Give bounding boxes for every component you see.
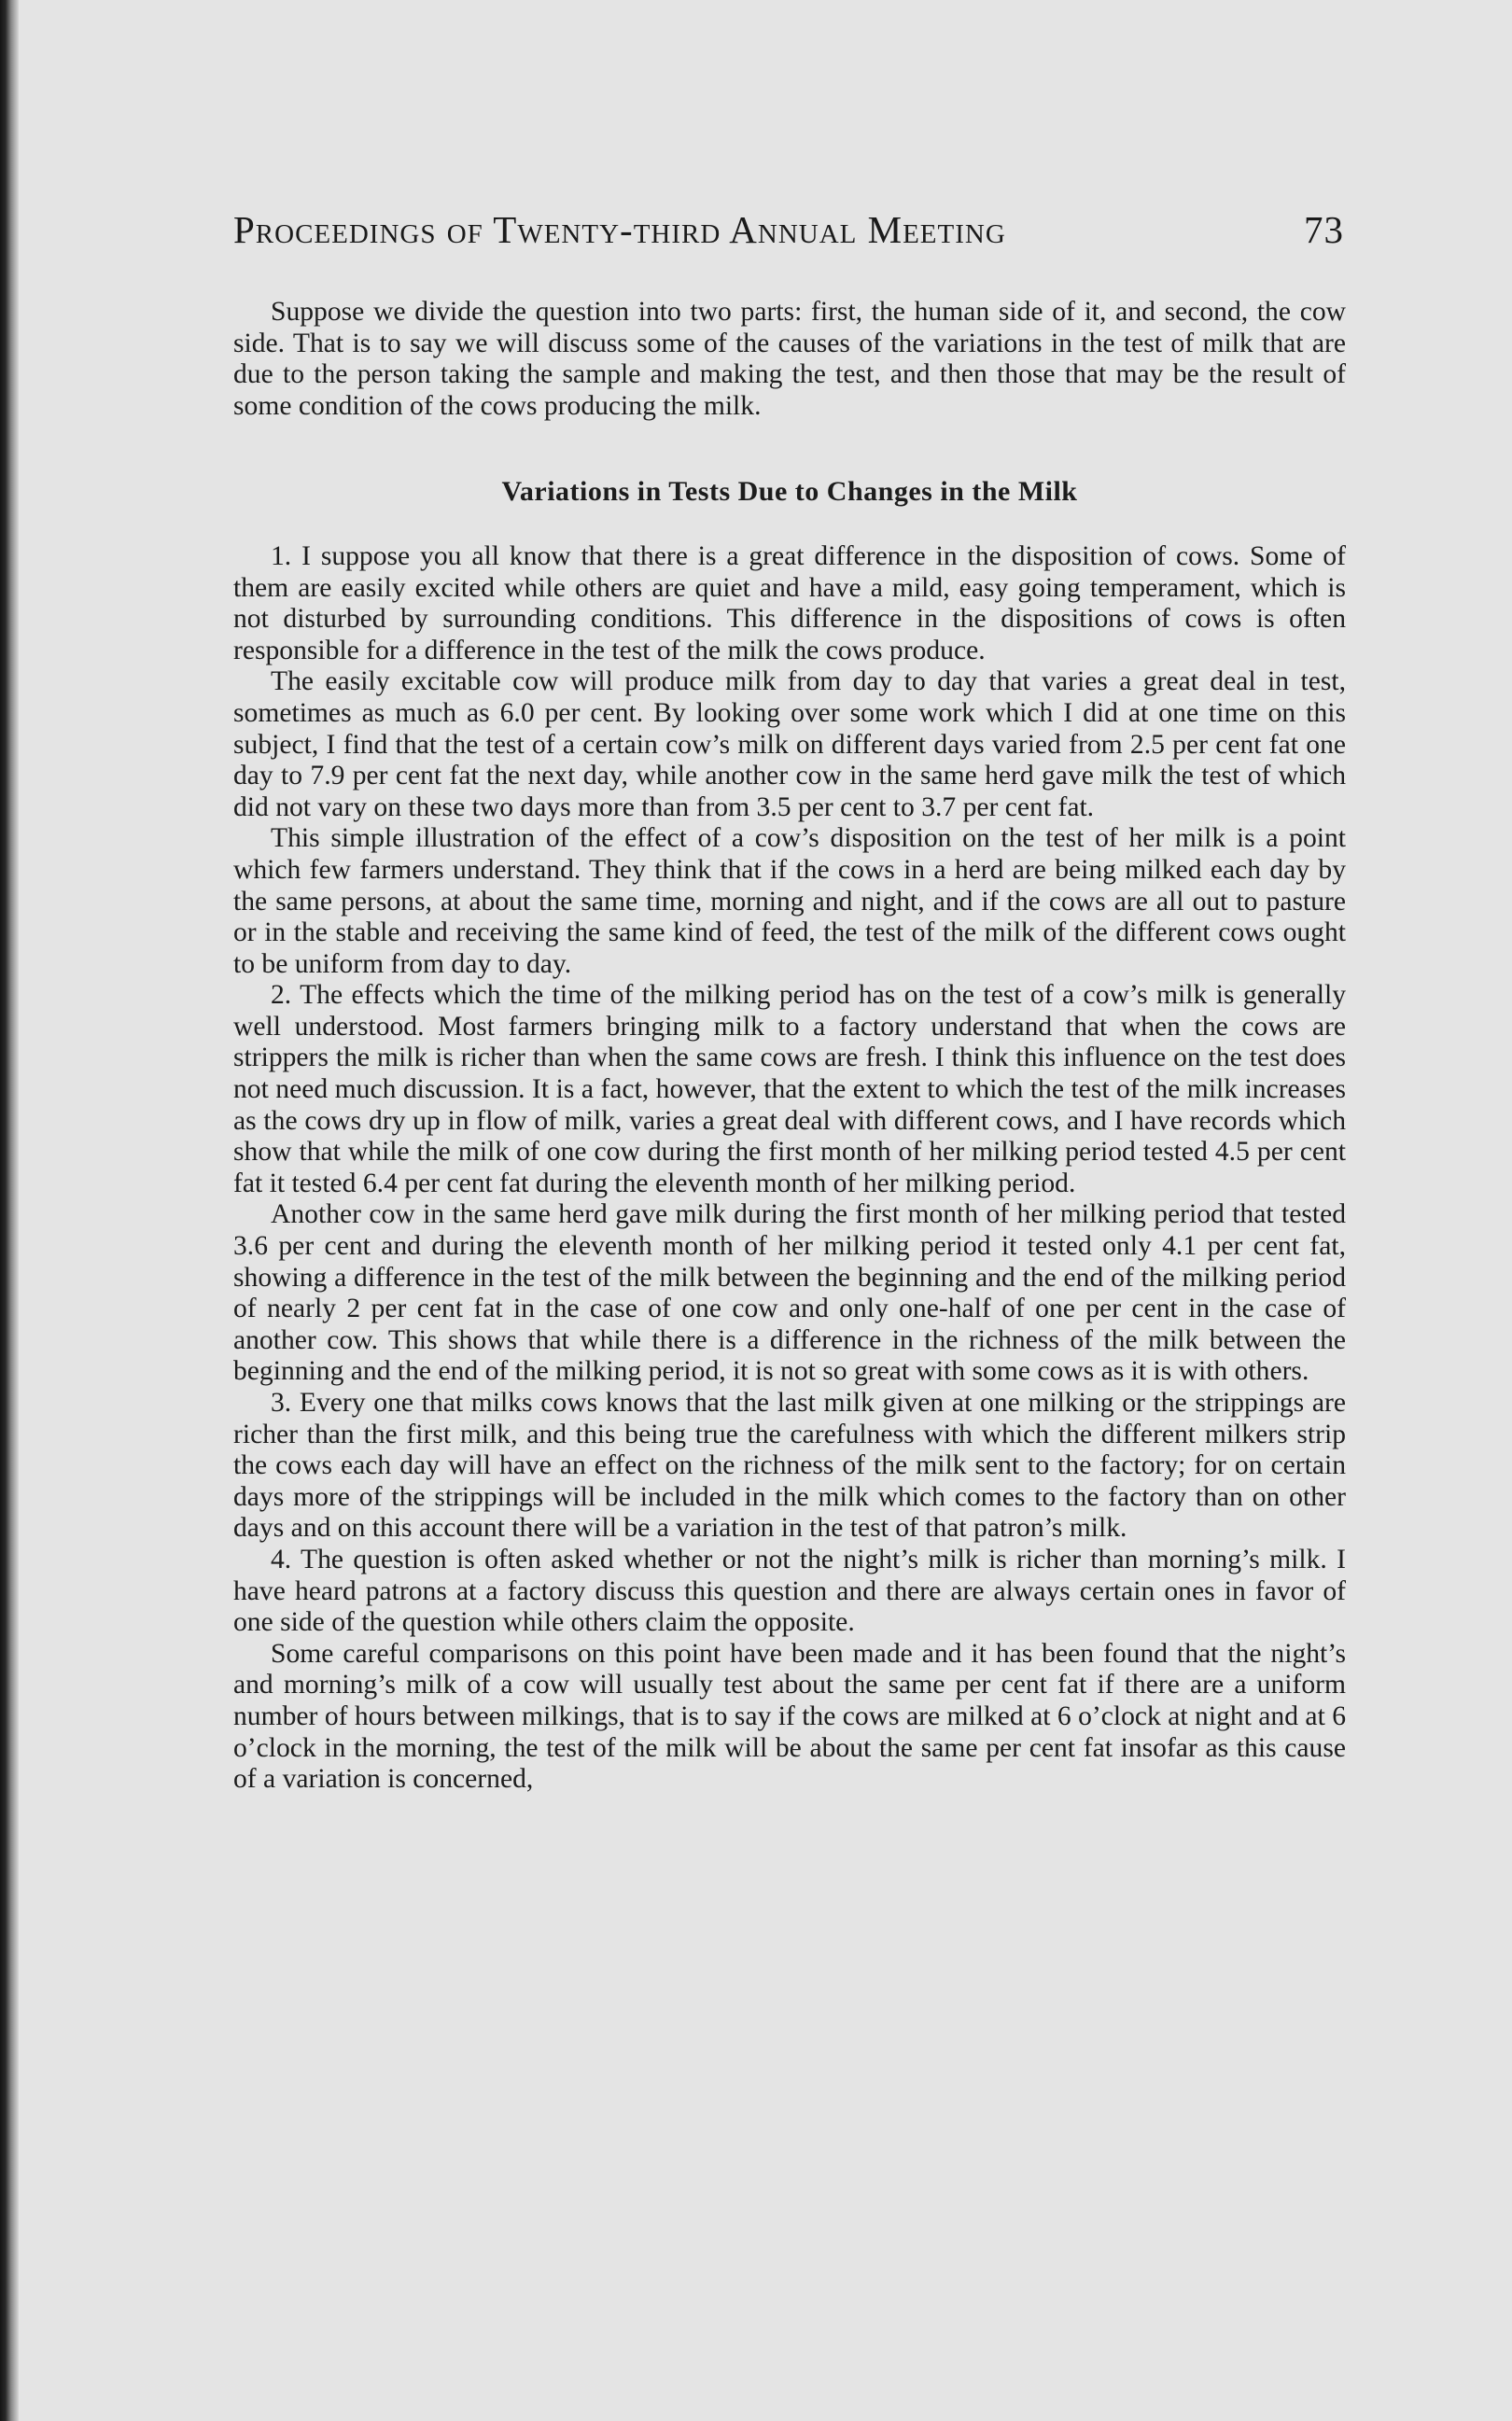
- section-heading: Variations in Tests Due to Changes in the Milk: [501, 476, 1078, 508]
- page-binding-edge: [0, 0, 19, 2421]
- paragraph-milking-period: 2. The effects which the time of the milking period has on the test of a cow’s milk is generally well understood. Most farmers bringing milk to a factory understand that when the cows are strippers the milk is richer than when the same cows are fresh. I think this influence on the test does not need much discussion. It is a fact, however, that the extent to which the test of the milk increases as the cows dry up in flow of milk, varies a great deal with different cows, and I have records which show that while the milk of one cow during the first month of her milking period tested 4.5 per cent fat it tested 6.4 per cent fat during the eleventh month of her milking period.: [233, 980, 1346, 1198]
- paragraph-strippings: 3. Every one that milks cows knows that the last milk given at one milking or the strippings are richer than the first milk, and this being true the carefulness with which the different milkers strip the cows each day will have an effect on the richness of the milk sent to the factory; for on certain days more of the strippings will be included in the milk which comes to the factory than on other days and on this account there will be a variation in the test of that patron’s milk.: [233, 1388, 1346, 1544]
- page-number: 73: [1304, 208, 1344, 251]
- paragraph-another-cow: Another cow in the same herd gave milk during the first month of her milking period that tested 3.6 per cent and during the eleventh month of her milking period it tested only 4.1 per cent fat, showing a difference in the test of the milk between the beginning and the end of the milking period of nearly 2 per cent fat in the case of one cow and only one-half of one per cent in the case of another cow. This shows that while there is a difference in the richness of the milk between the beginning and the end of the milking period, it is not so great with some cows as it is with others.: [233, 1199, 1346, 1387]
- paragraph-night-morning: 4. The question is often asked whether or not the night’s milk is richer than morning’s milk. I have heard patrons at a factory discuss this question and there are always certain ones in favor of one side of the question while others claim the opposite.: [233, 1544, 1346, 1638]
- paragraph-comparisons: Some careful comparisons on this point have been made and it has been found that the night’s and morning’s milk of a cow will usually test about the same per cent fat if there are a uniform number of hours between milkings, that is to say if the cows are milked at 6 o’clock at night and at 6 o’clock in the morning, the test of the milk will be about the same per cent fat insofar as this cause of a variation is concerned,: [233, 1638, 1346, 1795]
- paragraph-disposition: 1. I suppose you all know that there is a great difference in the disposition of cows. Some of them are easily excited while others are quiet and have a mild, easy going temperament, which is not disturbed by surrounding conditions. This difference in the dispositions of cows is often responsible for a difference in the test of the milk the cows produce.: [233, 540, 1346, 665]
- intro-paragraph: Suppose we divide the question into two parts: first, the human side of it, and second, the cow side. That is to say we will discuss some of the causes of the variations in the test of milk that are due to the person taking the sample and making the test, and then those that may be the result of some condition of the cows producing the milk.: [233, 297, 1346, 421]
- paragraph-illustration: This simple illustration of the effect of a cow’s disposition on the test of her milk is a point which few farmers understand. They think that if the cows in a herd are being milked each day by the same persons, at about the same time, morning and night, and if the cows are all out to pasture or in the stable and receiving the same kind of feed, the test of the milk of the different cows ought to be uniform from day to day.: [233, 823, 1346, 979]
- body-text: [233, 297, 1346, 1796]
- paragraph-excitable-cow: The easily excitable cow will produce milk from day to day that varies a great deal in test, sometimes as much as 6.0 per cent. By looking over some work which I did at one time on this subject, I find that the test of a certain cow’s milk on different days varied from 2.5 per cent fat one day to 7.9 per cent fat the next day, while another cow in the same herd gave milk the test of which did not vary on these two days more than from 3.5 per cent to 3.7 per cent fat.: [233, 666, 1346, 822]
- running-head: [233, 207, 1344, 263]
- running-head-title: Proceedings of Twenty-third Annual Meeting: [233, 208, 1006, 251]
